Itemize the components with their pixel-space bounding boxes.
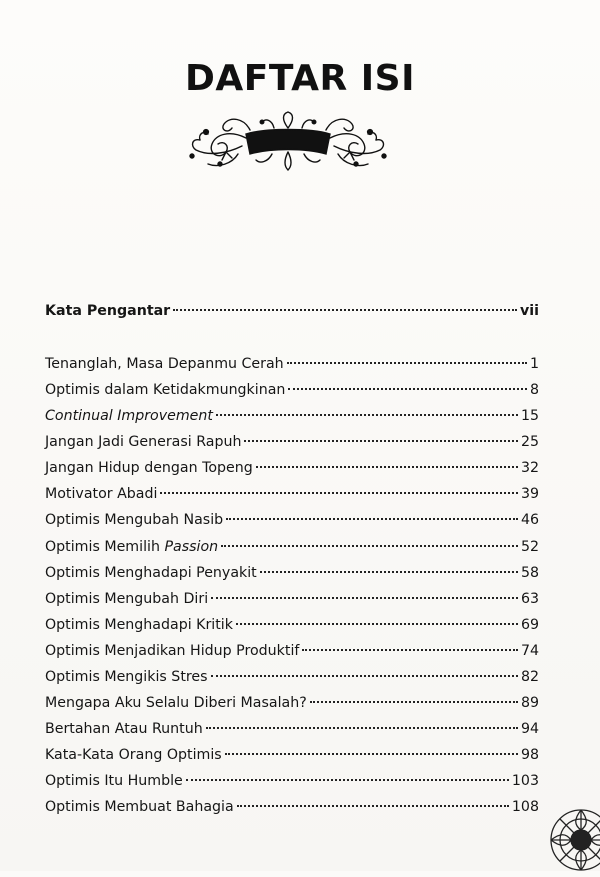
toc-entry-page: 46 [520,512,539,528]
floral-scroll-ornament-icon [186,110,390,172]
toc-entry-page: 58 [520,565,539,581]
toc-row[interactable] [45,769,539,793]
toc-entry-page: 32 [520,460,539,476]
toc-entry-page: 108 [511,799,539,815]
toc-entry-page: 82 [520,669,539,685]
toc-row-preface[interactable] [45,299,539,323]
toc-entry-title: Tenanglah, Masa Depanmu Cerah [45,356,284,372]
toc-entry-title: Optimis Mengikis Stres [45,669,208,685]
toc-row[interactable] [45,665,539,689]
toc-entry-title: Continual Improvement [45,408,213,424]
toc-entry-title: Jangan Hidup dengan Topeng [45,460,253,476]
dot-leader [216,414,518,416]
toc-entry-title: Optimis Menghadapi Kritik [45,617,233,633]
dot-leader [211,597,518,599]
toc-row[interactable] [45,795,539,819]
toc-entry-page: 69 [520,617,539,633]
dot-leader [244,440,517,442]
toc-entry-page: 39 [520,486,539,502]
dot-leader [211,675,518,677]
toc-entry-page: 15 [520,408,539,424]
dot-leader [288,388,527,390]
dot-leader [310,701,518,703]
toc-entry-page: 89 [520,695,539,711]
toc-row[interactable] [45,456,539,480]
toc-entry-title: Jangan Jadi Generasi Rapuh [45,434,242,450]
toc-row[interactable] [45,561,539,585]
toc-entry-title: Optimis Mengubah Nasib [45,512,224,528]
toc-entry-page: 52 [520,539,539,555]
toc-row[interactable] [45,639,539,663]
dot-leader [160,492,517,494]
toc-entry-page: 63 [520,591,539,607]
toc-entry-title [45,535,218,559]
toc-entry-page: 94 [520,721,539,737]
toc-row[interactable] [45,352,539,376]
dot-leader [256,466,518,468]
toc-entry-title: Motivator Abadi [45,486,158,502]
toc-entry-page: 74 [520,643,539,659]
corner-mandala-ornament-icon [544,803,600,877]
toc-entry-title: Optimis Mengubah Diri [45,591,209,607]
toc-entry-title: Optimis Itu Humble [45,773,183,789]
toc-entry-page: vii [520,303,539,319]
toc-entry-title: Kata-Kata Orang Optimis [45,747,222,763]
dot-leader [237,805,509,807]
toc-row[interactable] [45,535,539,559]
toc-entry-page: 103 [511,773,539,789]
toc-entry-page: 25 [520,434,539,450]
toc-row[interactable] [45,743,539,767]
toc-entry-title: Mengapa Aku Selalu Diberi Masalah? [45,695,307,711]
dot-leader [186,779,509,781]
toc-row[interactable] [45,508,539,532]
toc-entry-title: Optimis dalam Ketidakmungkinan [45,382,286,398]
toc-entry-title-italic: Passion [164,539,219,555]
dot-leader [173,309,517,311]
toc-entry-title: Optimis Menghadapi Penyakit [45,565,257,581]
dot-leader [302,649,518,651]
toc-row[interactable] [45,691,539,715]
toc-row[interactable] [45,613,539,637]
dot-leader [221,545,518,547]
dot-leader [236,623,518,625]
toc-row[interactable] [45,482,539,506]
toc-entry-page: 1 [529,356,539,372]
toc-entry-page: 98 [520,747,539,763]
dot-leader [206,727,518,729]
dot-leader [287,362,527,364]
page-title: DAFTAR ISI [185,58,415,99]
toc-row[interactable] [45,430,539,454]
dot-leader [260,571,518,573]
dot-leader [225,753,518,755]
toc-entry-title-text: Optimis Memilih [45,539,165,555]
toc-entry-title: Optimis Menjadikan Hidup Produktif [45,643,300,659]
toc-row[interactable] [45,404,539,428]
toc-entry-title: Optimis Membuat Bahagia [45,799,234,815]
dot-leader [226,518,518,520]
toc-entry-title: Kata Pengantar [45,303,171,319]
toc-row[interactable] [45,378,539,402]
toc-entry-title: Bertahan Atau Runtuh [45,721,203,737]
toc-row[interactable] [45,717,539,741]
toc-entry-page: 8 [529,382,539,398]
toc-row[interactable] [45,587,539,611]
